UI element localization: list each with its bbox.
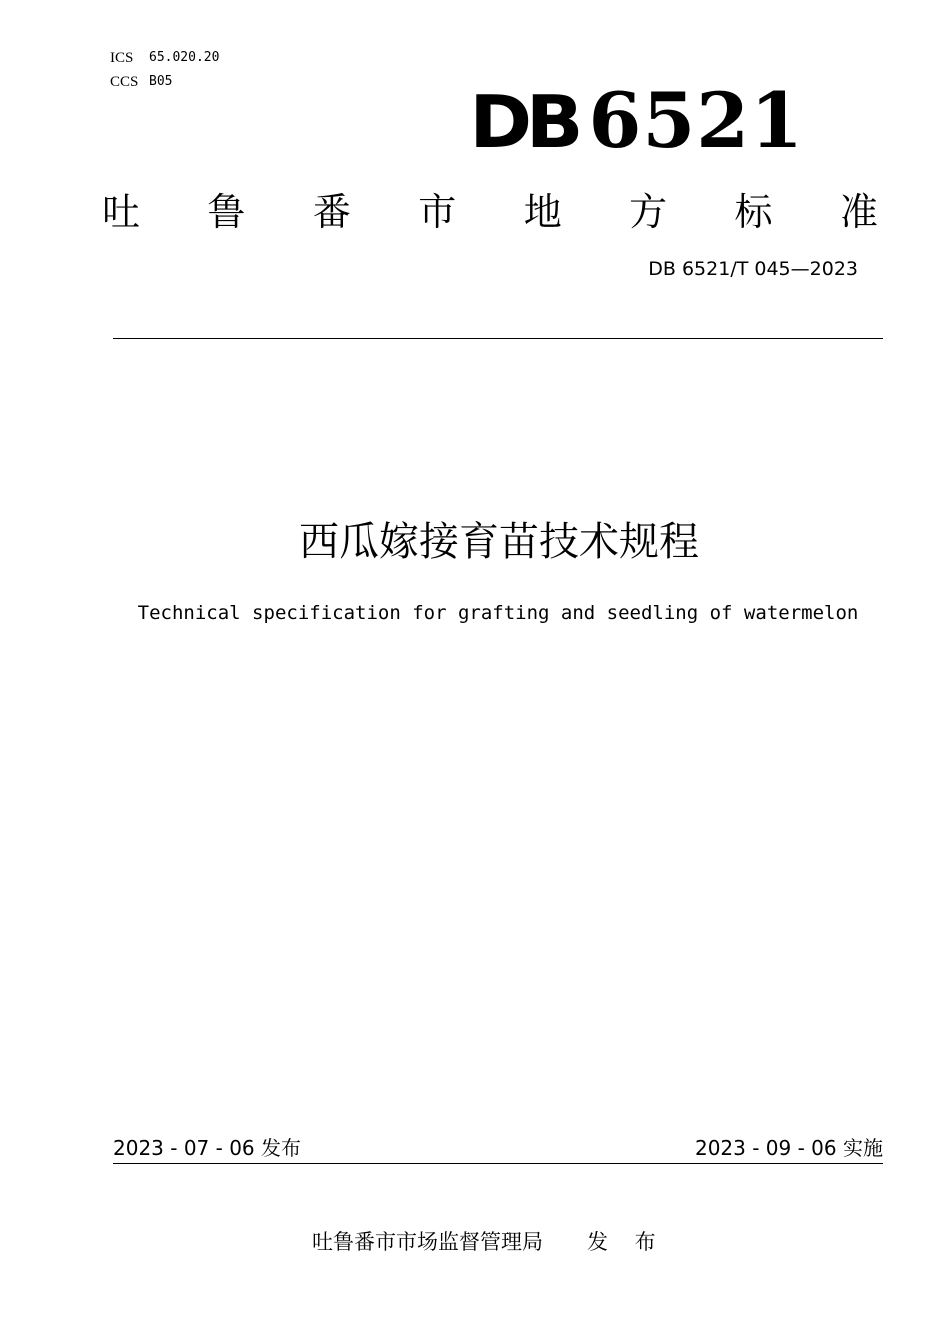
db-logo: [469, 76, 804, 165]
standard-kind-char: 番: [312, 189, 351, 234]
db-logo-prefix: DB: [469, 80, 578, 164]
ics-value: 65.020.20: [149, 50, 220, 65]
issue-date: 2023 - 07 - 06 发布: [113, 1136, 302, 1160]
document-title-en: Technical specification for grafting and seedling of watermelon: [137, 602, 859, 624]
bottom-divider: [113, 1163, 883, 1164]
standard-number: DB 6521/T 045—2023: [648, 258, 858, 280]
db-logo-region-code: 6521: [588, 76, 804, 165]
classification-codes: [110, 46, 219, 94]
issuer-action: 发 布: [587, 1230, 666, 1254]
standard-kind-char: 准: [839, 189, 878, 234]
standard-kind-char: 吐: [102, 189, 141, 234]
implementation-date: 2023 - 09 - 06 实施: [694, 1136, 883, 1160]
ccs-row: [110, 70, 219, 94]
document-title-zh: 西瓜嫁接育苗技术规程: [299, 519, 699, 565]
ics-row: [110, 46, 219, 70]
standard-kind-char: 标: [734, 189, 773, 234]
standard-kind-char: 方: [629, 189, 668, 234]
standard-kind-char: 市: [418, 189, 457, 234]
standard-kind-char: 鲁: [207, 189, 246, 234]
standard-kind-char: 地: [523, 189, 562, 234]
issuer-name: 吐鲁番市市场监督管理局: [312, 1230, 543, 1254]
ccs-value: B05: [149, 74, 173, 89]
standard-kind-heading: [102, 180, 878, 236]
top-divider: [113, 338, 883, 339]
ics-label: ICS: [110, 50, 134, 66]
issuer-line: [312, 1226, 666, 1256]
ccs-label: CCS: [110, 74, 139, 90]
